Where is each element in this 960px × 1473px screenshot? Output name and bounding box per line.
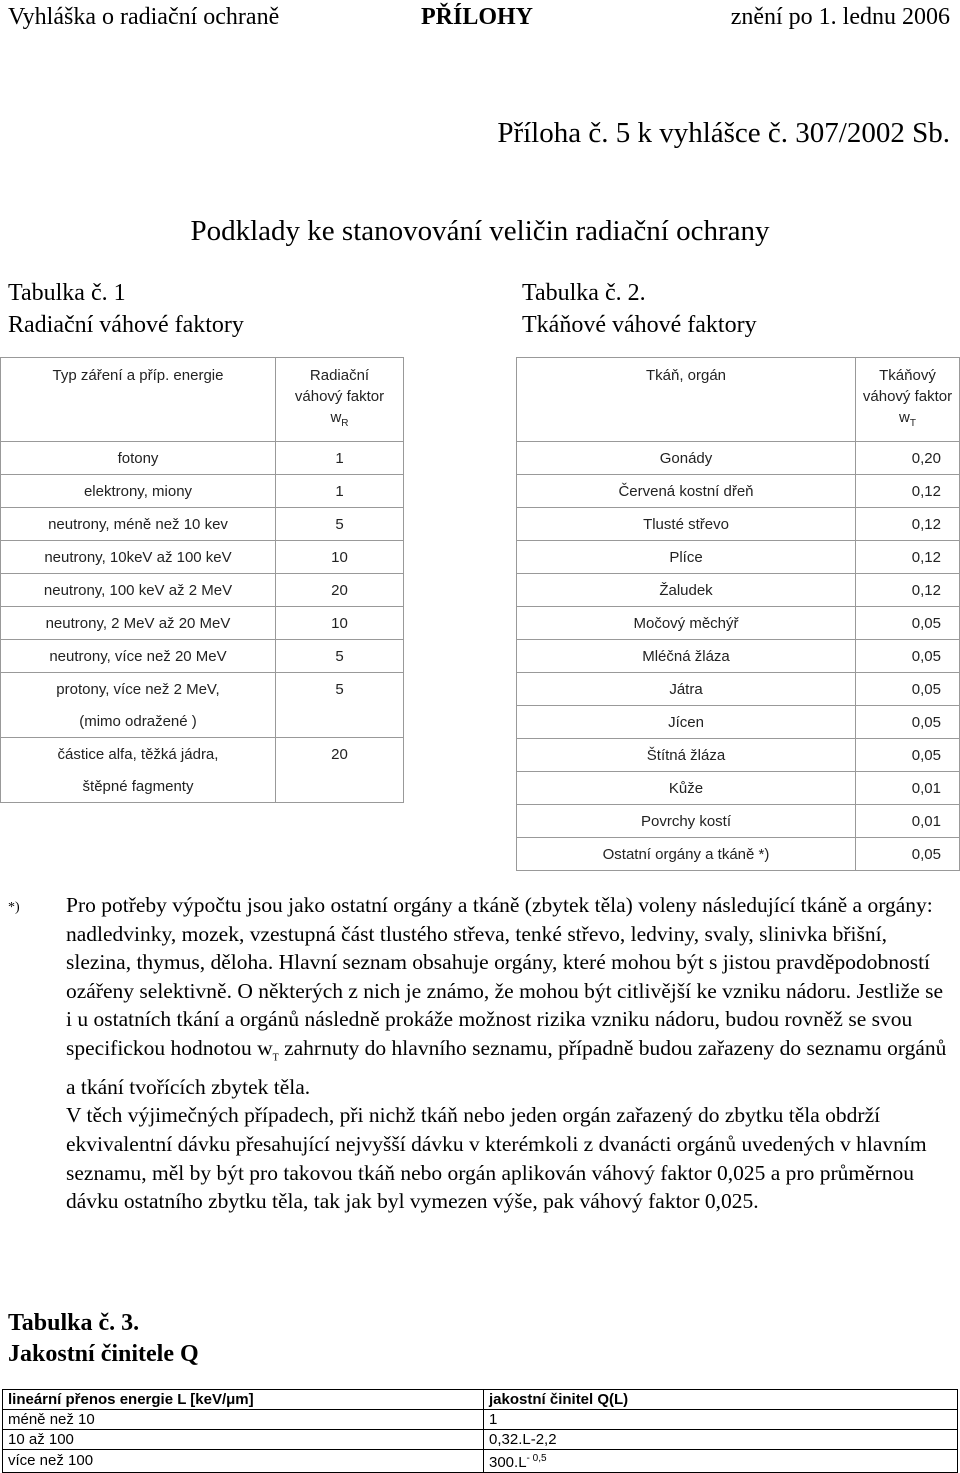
table-row <box>517 508 960 541</box>
table-row <box>1 574 404 607</box>
header-section-title: PŘÍLOHY <box>421 4 534 30</box>
radiation-type-cell: fotony <box>1 442 276 475</box>
table1-caption-title: Radiační váhové faktory <box>8 312 244 338</box>
tissue-factor-cell: 0,12 <box>856 541 960 574</box>
radiation-weighting-table <box>0 357 404 803</box>
table2-caption <box>522 277 757 341</box>
tissue-weighting-table <box>516 357 960 871</box>
radiation-factor-cell: 20 <box>276 738 404 771</box>
tissue-cell: Tlusté střevo <box>517 508 856 541</box>
quality-factor-cell <box>484 1430 958 1450</box>
table3-caption-title: Jakostní činitele Q <box>8 1341 199 1367</box>
header-document-title: Vyhláška o radiační ochraně <box>8 4 280 30</box>
table-row <box>517 805 960 838</box>
column-header-quality-factor: jakostní činitel Q(L) <box>484 1390 958 1410</box>
radiation-type-cell: neutrony, 2 MeV až 20 MeV <box>1 607 276 640</box>
table-row <box>517 772 960 805</box>
table-row <box>1 705 404 738</box>
table-header-row <box>3 1390 958 1410</box>
quality-factor-value: 0,32.L-2,2 <box>489 1430 557 1448</box>
table-row <box>1 607 404 640</box>
radiation-factor-cell: 1 <box>276 442 404 475</box>
symbol-subscript: T <box>909 418 916 429</box>
quality-factor-value: 300.L <box>489 1454 527 1471</box>
column-header-tissue: Tkáň, orgán <box>517 358 856 442</box>
table2-caption-number: Tabulka č. 2. <box>522 280 646 306</box>
footnote-subscript: T <box>272 1052 279 1064</box>
quality-factor-table <box>2 1389 958 1473</box>
table-row <box>1 442 404 475</box>
table-row <box>1 640 404 673</box>
tissue-factor-cell: 0,05 <box>856 673 960 706</box>
radiation-type-cell: elektrony, miony <box>1 475 276 508</box>
table-row <box>1 738 404 771</box>
footnote-text <box>66 891 954 1216</box>
column-header-radiation-factor <box>276 358 404 442</box>
header-line: váhový faktor <box>294 388 385 405</box>
tissue-cell: Žaludek <box>517 574 856 607</box>
radiation-type-cell: neutrony, 100 keV až 2 MeV <box>1 574 276 607</box>
tissue-cell: Kůže <box>517 772 856 805</box>
column-header-tissue-factor <box>856 358 960 442</box>
quality-factor-exponent: - 0,5 <box>526 1453 547 1464</box>
radiation-factor-cell: 20 <box>276 574 404 607</box>
symbol-w: w <box>330 409 342 426</box>
tissue-cell: Červená kostní dřeň <box>517 475 856 508</box>
radiation-type-cell: (mimo odražené ) <box>1 705 276 738</box>
tissue-factor-cell: 0,01 <box>856 772 960 805</box>
footnote-paragraph <box>66 891 954 1101</box>
table-row <box>517 475 960 508</box>
radiation-factor-cell: 10 <box>276 607 404 640</box>
radiation-factor-cell <box>276 770 404 803</box>
annex-title: Příloha č. 5 k vyhlášce č. 307/2002 Sb. <box>497 117 950 149</box>
table-row <box>3 1410 958 1430</box>
column-header-let: lineární přenos energie L [keV/μm] <box>3 1390 484 1410</box>
tissue-factor-cell: 0,05 <box>856 640 960 673</box>
header-version-date: znění po 1. lednu 2006 <box>730 4 950 30</box>
table-row <box>517 607 960 640</box>
radiation-type-cell: neutrony, méně než 10 kev <box>1 508 276 541</box>
table-row <box>517 838 960 871</box>
radiation-type-cell: neutrony, 10keV až 100 keV <box>1 541 276 574</box>
let-cell: 10 až 100 <box>3 1430 484 1450</box>
tissue-factor-cell: 0,05 <box>856 607 960 640</box>
radiation-type-cell: částice alfa, těžká jádra, <box>1 738 276 771</box>
tissue-cell: Ostatní orgány a tkáně *) <box>517 838 856 871</box>
header-line: váhový faktor <box>862 388 953 405</box>
table-row <box>517 673 960 706</box>
table2-caption-title: Tkáňové váhové faktory <box>522 312 757 338</box>
let-cell: více než 100 <box>3 1450 484 1473</box>
table-row <box>3 1430 958 1450</box>
tissue-factor-cell: 0,01 <box>856 805 960 838</box>
radiation-factor-cell: 10 <box>276 541 404 574</box>
footnote-text-part: zahrnuty do hlavního seznamu, případně budou zařazeny do seznamu orgánů a tkání tvořících zbytek těla. <box>66 1035 947 1099</box>
tissue-cell: Močový měchýř <box>517 607 856 640</box>
tissue-factor-cell: 0,12 <box>856 508 960 541</box>
table-row <box>1 475 404 508</box>
radiation-factor-cell: 5 <box>276 673 404 706</box>
column-header-radiation-type: Typ záření a příp. energie <box>1 358 276 442</box>
tissue-factor-cell: 0,12 <box>856 475 960 508</box>
quality-factor-cell <box>484 1410 958 1430</box>
radiation-factor-cell: 5 <box>276 508 404 541</box>
radiation-factor-cell <box>276 705 404 738</box>
table-row <box>3 1450 958 1473</box>
tissue-cell: Plíce <box>517 541 856 574</box>
table3-caption <box>8 1308 199 1370</box>
tissue-cell: Gonády <box>517 442 856 475</box>
table1-caption <box>8 277 244 341</box>
radiation-factor-cell: 5 <box>276 640 404 673</box>
table-row <box>1 541 404 574</box>
footnote-paragraph: V těch výjimečných případech, při nichž tkáň nebo jeden orgán zařazený do zbytku těla obdrží ekvivalentní dávku přesahující nejvyšší dávku v kterémkoli z dvanácti orgánů uvedených v hlavním seznamu, měl by být pro takovou tkáň nebo orgán aplikován váhový faktor 0,025 a pro průměrnou dávku ostatního zbytku těla, tak jak byl vymezen výše, pak váhový faktor 0,025. <box>66 1103 927 1214</box>
table1-caption-number: Tabulka č. 1 <box>8 280 126 306</box>
tissue-cell: Mléčná žláza <box>517 640 856 673</box>
tissue-cell: Jícen <box>517 706 856 739</box>
radiation-type-cell: protony, více než 2 MeV, <box>1 673 276 706</box>
tissue-factor-cell: 0,05 <box>856 739 960 772</box>
tissue-cell: Štítná žláza <box>517 739 856 772</box>
table-row <box>517 541 960 574</box>
header-line: Radiační <box>309 367 370 384</box>
tissue-factor-cell: 0,05 <box>856 706 960 739</box>
table-header-row <box>517 358 960 442</box>
symbol-subscript: R <box>341 418 349 429</box>
table-row <box>517 574 960 607</box>
symbol-w: w <box>899 409 910 426</box>
tissue-cell: Povrchy kostí <box>517 805 856 838</box>
table-row <box>1 673 404 706</box>
footnote-marker: *) <box>8 900 20 915</box>
table-row <box>517 640 960 673</box>
page-title: Podklady ke stanovování veličin radiační ochrany <box>190 215 770 247</box>
radiation-type-cell: neutrony, více než 20 MeV <box>1 640 276 673</box>
table-row <box>1 770 404 803</box>
table-row <box>517 739 960 772</box>
table-row <box>517 442 960 475</box>
header-line: Tkáňový <box>879 367 936 384</box>
table-row <box>517 706 960 739</box>
tissue-factor-cell: 0,20 <box>856 442 960 475</box>
radiation-factor-cell: 1 <box>276 475 404 508</box>
table-header-row <box>1 358 404 442</box>
tissue-factor-cell: 0,12 <box>856 574 960 607</box>
table-row <box>1 508 404 541</box>
tissue-factor-cell: 0,05 <box>856 838 960 871</box>
footnote-text-part: Pro potřeby výpočtu jsou jako ostatní orgány a tkáně (zbytek těla) voleny následující tkáně a orgány: nadledvinky, mozek, vzestupná část tlustého střeva, tenké střevo, ledviny, svaly, slinivka břišní, slezina, thymus, děloha. Hlavní seznam obsahuje orgány, které mohou být s jistou pravděpodobností ozářeny selektivně. O některých z nich je známo, že mohou být citlivější ke vzniku nádoru. Jestliže se i u ostatních tkání a orgánů následně prokáže možnost rizika vzniku nádoru, budou rovněž se svou specifickou hodnotou w <box>66 893 944 1060</box>
quality-factor-cell <box>484 1450 958 1473</box>
let-cell: méně než 10 <box>3 1410 484 1430</box>
table3-caption-number: Tabulka č. 3. <box>8 1310 140 1336</box>
tissue-cell: Játra <box>517 673 856 706</box>
quality-factor-value: 1 <box>489 1410 498 1428</box>
radiation-type-cell: štěpné fagmenty <box>1 770 276 803</box>
